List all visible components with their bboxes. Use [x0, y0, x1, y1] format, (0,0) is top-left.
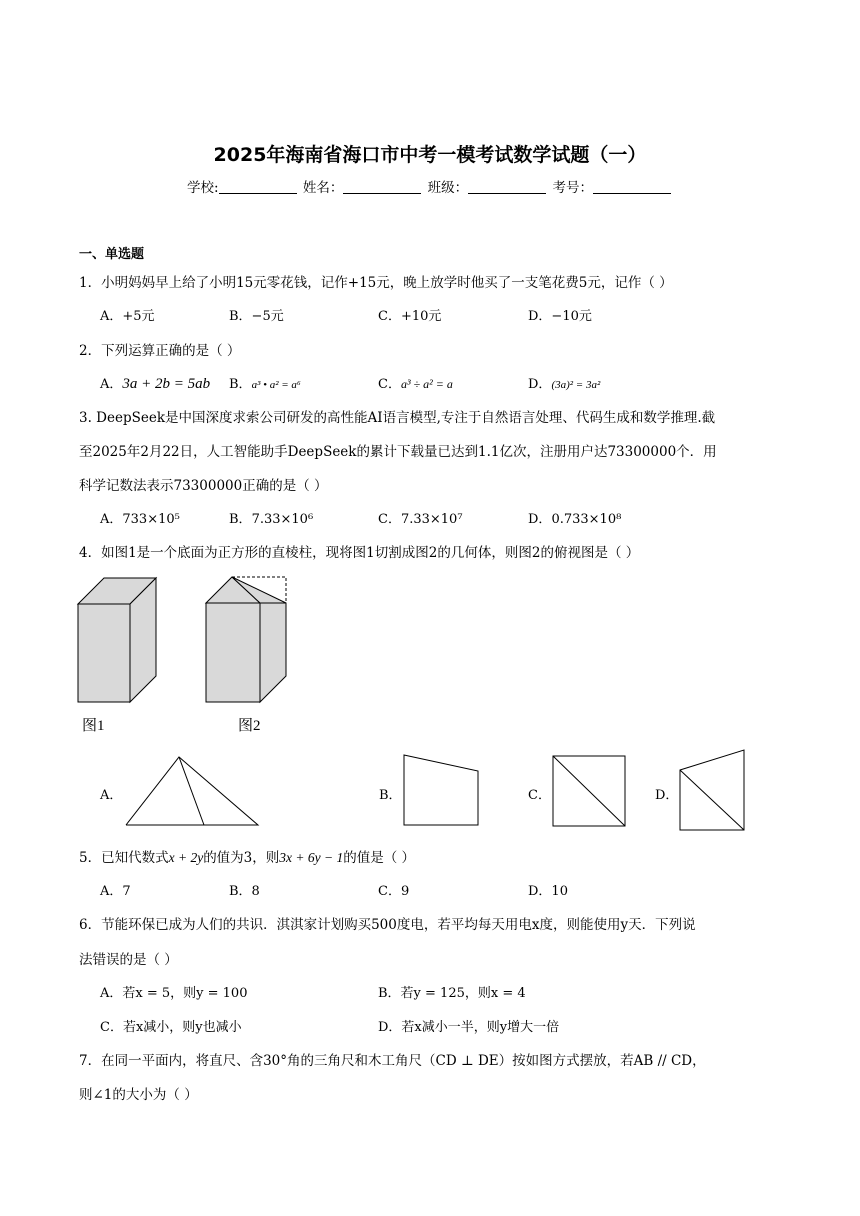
q4-option-a-figure [124, 755, 260, 827]
q1-option-b: B．−5元 [229, 309, 284, 324]
q1-option-a: A．+5元 [100, 309, 155, 324]
name-label: 姓名： [302, 180, 344, 196]
q5-option-a: A．7 [100, 884, 131, 899]
class-blank [468, 179, 546, 194]
q5-option-b: B．8 [229, 884, 260, 899]
q6-line-2: 法错误的是（ ） [79, 952, 178, 968]
figure-1-label: 图1 [82, 718, 105, 734]
q4-option-c-figure [551, 754, 627, 828]
q1-option-d: D．−10元 [528, 309, 592, 324]
q6-line-1: 6．节能环保已成为人们的共识．淇淇家计划购买500度电，若平均每天用电x度，则能使用y天．下列说 [79, 917, 696, 933]
exam-no-blank [593, 179, 671, 194]
q3-line-1: 3. DeepSeek是中国深度求索公司研发的高性能AI语言模型,专注于自然语言处理、代码生成和数学推理.截 [79, 410, 716, 426]
q6-option-a: A．若x = 5，则y = 100 [100, 986, 248, 1001]
exam-no-label: 考号： [552, 180, 593, 196]
q3-line-2: 至2025年2月22日，人工智能助手DeepSeek的累计下载量已达到1.1亿次，注册用户达73300000个．用 [79, 444, 717, 460]
name-blank [343, 179, 421, 194]
q5-option-d: D．10 [528, 884, 568, 899]
q1-stem: 1．小明妈妈早上给了小明15元零花钱，记作+15元，晚上放学时他买了一支笔花费5元，记作（ ） [79, 275, 673, 291]
figure-2-cut-prism [204, 574, 290, 706]
q4-option-d-figure [678, 748, 746, 832]
q1-option-c: C．+10元 [378, 309, 442, 324]
figure-1-prism [76, 574, 160, 706]
q5-option-c: C．9 [378, 884, 410, 899]
q4-stem: 4．如图1是一个底面为正方形的直棱柱，现将图1切割成图2的几何体，则图2的俯视图是（ ） [79, 545, 640, 561]
q2-option-c: C．a³ ÷ a² = a [378, 377, 453, 392]
q2-option-b: B．a³ • a² = a⁶ [229, 377, 301, 392]
q3-option-c: C．7.33×10⁷ [378, 512, 463, 527]
q7-line-1: 7．在同一平面内，将直尺、含30°角的三角尺和木工角尺（CD ⊥ DE）按如图方式摆放，若AB // CD， [79, 1053, 706, 1069]
q6-option-b: B．若y = 125，则x = 4 [378, 986, 526, 1001]
q4-option-d-label: D． [655, 788, 679, 803]
q5-stem: 5．已知代数式x + 2y的值为3，则3x + 6y − 1的值是（ ） [79, 850, 416, 866]
figure-2-label: 图2 [238, 718, 261, 734]
q3-option-d: D．0.733×10⁸ [528, 512, 622, 527]
school-blank [219, 179, 297, 194]
q3-option-b: B．7.33×10⁶ [229, 512, 314, 527]
student-info-line [0, 176, 860, 196]
q6-option-c: C．若x减小，则y也减小 [100, 1020, 242, 1035]
q2-option-a: A．3a + 2b = 5ab [100, 376, 211, 392]
q7-line-2: 则∠1的大小为（ ） [79, 1087, 198, 1103]
class-label: 班级： [427, 180, 469, 196]
q4-option-c-label: C． [528, 788, 551, 803]
page-title: 2025年海南省海口市中考一模考试数学试题（一） [213, 144, 647, 166]
q6-option-d: D．若x减小一半，则y增大一倍 [378, 1020, 560, 1035]
q4-option-b-figure [402, 753, 480, 827]
section-heading: 一、单选题 [79, 247, 145, 262]
q4-option-a-label: A． [100, 788, 123, 803]
q3-line-3: 科学记数法表示73300000正确的是（ ） [79, 478, 328, 494]
q2-option-d: D．(3a)² = 3a² [528, 377, 601, 392]
q4-option-b-label: B． [379, 788, 402, 803]
q2-stem: 2．下列运算正确的是（ ） [79, 343, 241, 359]
school-label: 学校: [187, 180, 219, 196]
q3-option-a: A．733×10⁵ [100, 512, 180, 527]
